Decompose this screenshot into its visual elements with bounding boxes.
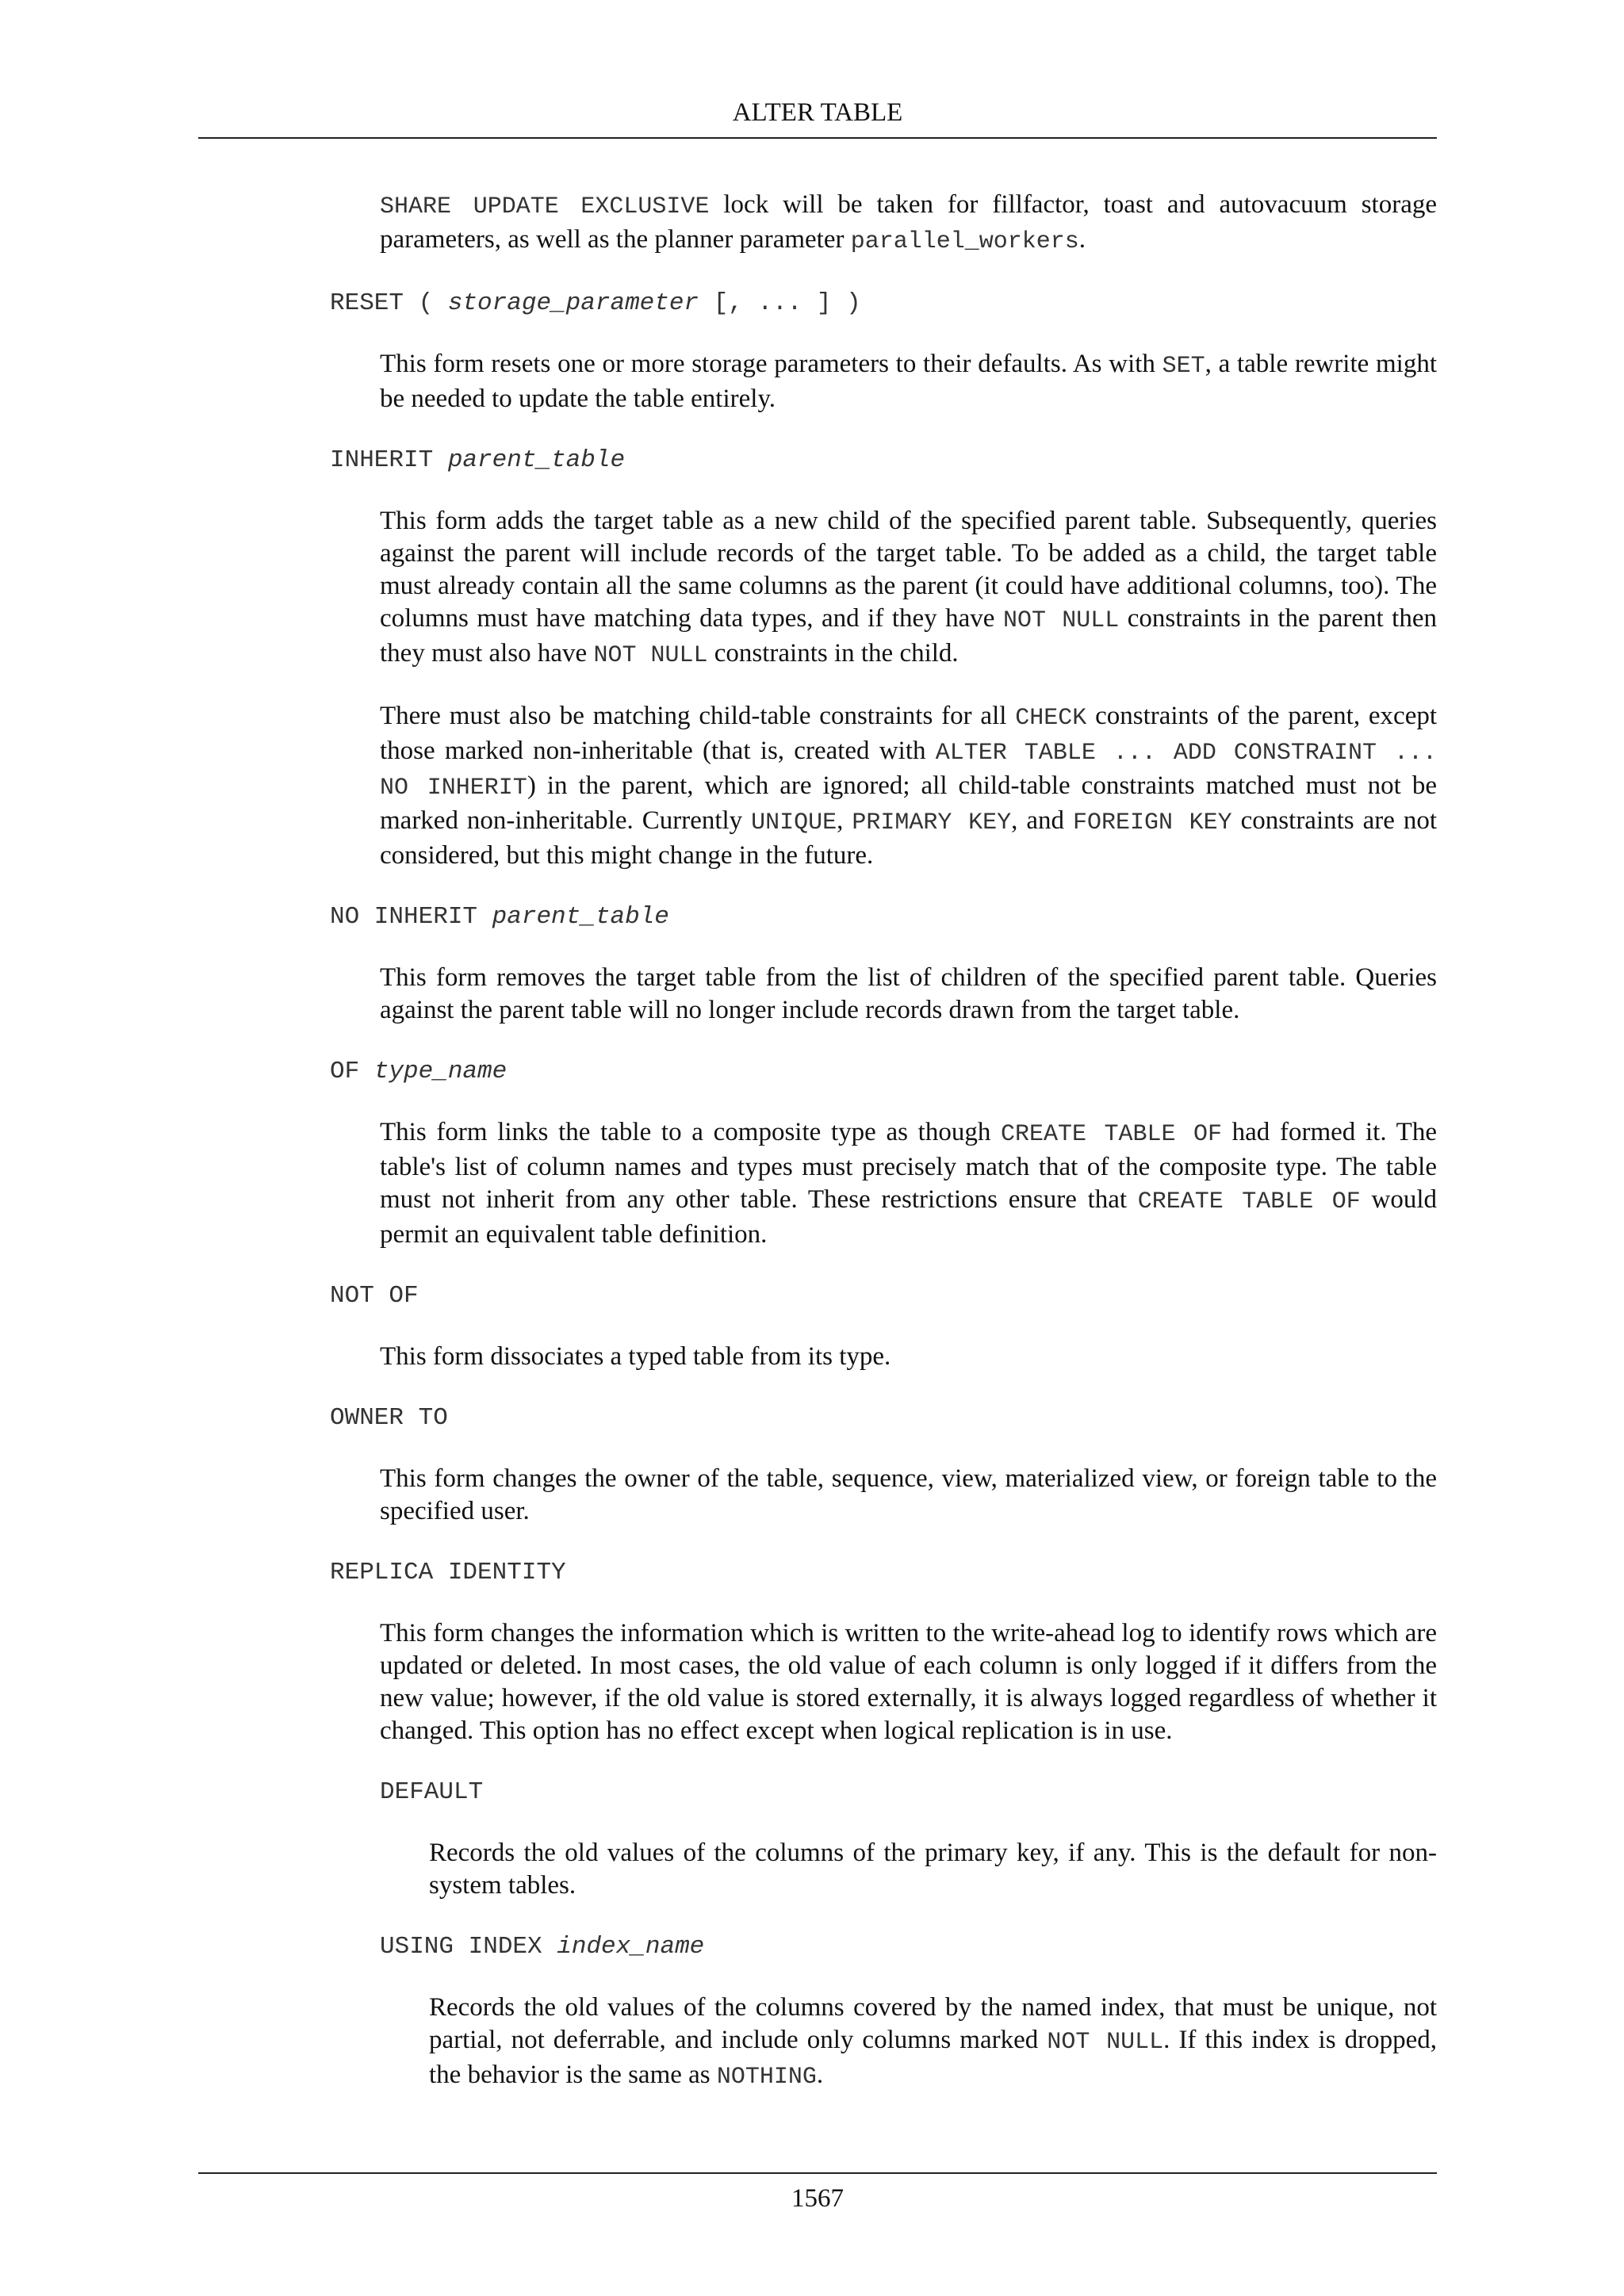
term-not-of: NOT OF	[330, 1282, 419, 1310]
term-using-index: USING INDEX index_name	[380, 1933, 705, 1961]
code-parallel-workers: parallel_workers	[850, 228, 1079, 255]
page-content	[0, 190, 1624, 2122]
def-using-index: Records the old values of the columns covered by the named index, that must be unique, not partial, not deferrable, and include only columns marked NOT NULL. If this index is dropped, the behavior is the same as NOTHING.	[429, 1993, 1438, 2091]
replica-identity-options	[0, 1775, 1624, 2094]
footer-rule	[198, 2172, 1437, 2174]
term-no-inherit: NO INHERIT parent_table	[330, 903, 669, 931]
term-default: DEFAULT	[380, 1778, 484, 1806]
def-inherit-1: This form adds the target table as a new child of the specified parent table. Subsequently, queries against the parent will include records of the target table. To be added as a child, the target table must already contain all the same columns as the parent (it could have additional columns, too). The columns must have matching data types, and if they have NOT NULL constraints in the parent then they must also have NOT NULL constraints in the child.	[380, 507, 1437, 669]
term-replica-identity: REPLICA IDENTITY	[330, 1559, 566, 1586]
code-share-update-exclusive: SHARE UPDATE EXCLUSIVE	[380, 193, 710, 220]
term-inherit: INHERIT parent_table	[330, 446, 626, 474]
def-default: Records the old values of the columns of the primary key, if any. This is the default for non-system tables.	[429, 1839, 1437, 1900]
page-number: 1567	[791, 2184, 844, 2213]
def-reset: This form resets one or more storage parameters to their defaults. As with SET, a table rewrite might be needed to update the table entirely.	[380, 350, 1437, 413]
def-not-of: This form dissociates a typed table from its type.	[380, 1342, 891, 1371]
def-inherit-2: There must also be matching child-table constraints for all CHECK constraints of the parent, except those marked non-inheritable (that is, created with ALTER TABLE ... ADD CONSTRAINT ... NO INHERIT) in the parent, which are ignored; all child-table constraints matched must not be marked non-inheritable. Currently UNIQUE, PRIMARY KEY, and FOREIGN KEY constraints are not considered, but this might change in the future.	[380, 702, 1438, 870]
def-replica-identity: This form changes the information which is written to the write-ahead log to identify rows which are updated or deleted. In most cases, the old value of each column is only logged if it differs from the new value; however, if the old value is stored externally, it is always logged regardless of whether it changed. This option has no effect except when logical replication is in use.	[380, 1619, 1437, 1745]
term-owner-to: OWNER TO	[330, 1404, 448, 1432]
term-reset: RESET ( storage_parameter [, ... ] )	[330, 289, 861, 317]
page-header: ALTER TABLE	[732, 98, 903, 127]
header-rule	[198, 137, 1437, 139]
def-of: This form links the table to a composite type as though CREATE TABLE OF had formed it. The table's list of column names and types must precisely match that of the composite type. The table must not inherit from any other table. These restrictions ensure that CREATE TABLE OF would permit an equivalent table definition.	[380, 1118, 1437, 1249]
storage-lock-paragraph: SHARE UPDATE EXCLUSIVE lock will be taken for fillfactor, toast and autovacuum storage parameters, as well as the planner parameter parallel_workers.	[380, 190, 1437, 255]
def-owner-to: This form changes the owner of the table, sequence, view, materialized view, or foreign table to the specified user.	[380, 1464, 1437, 1525]
term-of: OF type_name	[330, 1058, 508, 1085]
def-no-inherit: This form removes the target table from the list of children of the specified parent table. Queries against the parent table will no longer include records drawn from the target table.	[380, 963, 1437, 1024]
